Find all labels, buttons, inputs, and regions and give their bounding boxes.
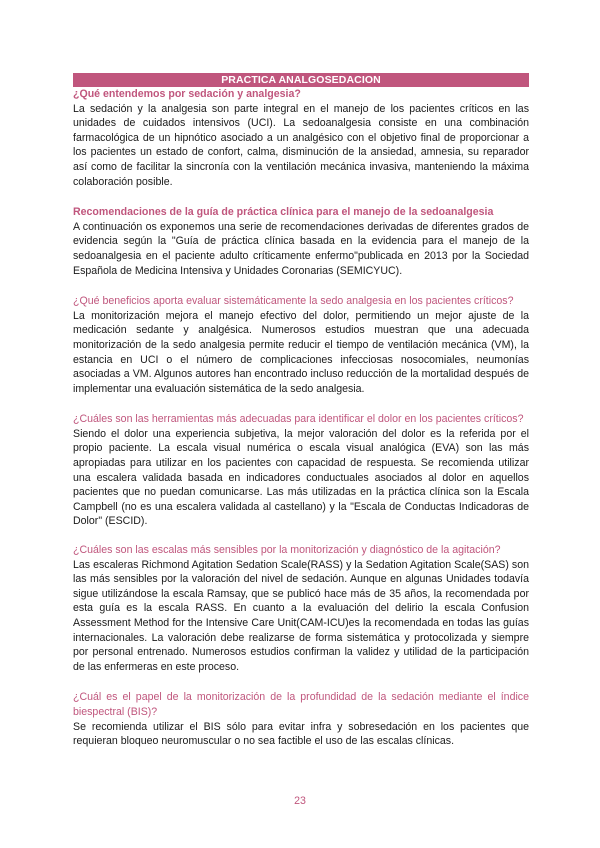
section-guide-recommendations [73, 205, 529, 278]
section-heading: ¿Cuál es el papel de la monitorización de la profundidad de la sedación mediante el índice biespectral (BIS)? [73, 691, 529, 718]
section-sedation-definition [73, 87, 529, 189]
section-agitation-scales [73, 543, 529, 674]
section-body: Se recomienda utilizar el BIS sólo para evitar infra y sobresedación en los pacientes que requieran bloqueo neuromuscular o no sea factible el uso de las escalas clínicas. [73, 720, 529, 748]
section-heading: ¿Qué beneficios aporta evaluar sistemáticamente la sedo analgesia en los pacientes críticos? [73, 295, 514, 308]
section-body: Siendo el dolor una experiencia subjetiva, la mejor valoración del dolor es la referida por el propio paciente. La escala visual numérica o escala visual analógica (EVA) son las más apropiadas para utilizar en los pacientes con capacidad de respuesta. Se recomienda utilizar una escalera validada basada en indicadores conductuales asociados al dolor en aquellos pacientes que no puedan comunicarse. Las más utilizadas en la práctica clínica son la Escala Campbell (no es una escalera validada al castellano) y la "Escala de Conductas Indicadoras de Dolor" (ESCID). [73, 427, 529, 528]
section-body: La monitorización mejora el manejo efectivo del dolor, permitiendo un mejor ajuste de la medicación sedante y analgésica. Numerosos estudios muestran que una adecuada monitorización de la sedo analgesia permite reducir el tiempo de ventilación mecánica (VM), la estancia en UCI o el número de complicaciones infecciosas nosocomiales, neumonías asociadas a VM. Algunos autores han encontrado incluso reducción de la mortalidad después de implementar una evaluación sistemática de la sedo analgesia. [73, 309, 529, 395]
section-heading: ¿Cuáles son las escalas más sensibles por la monitorización y diagnóstico de la agitación? [73, 544, 501, 557]
page-number: 23 [294, 795, 306, 807]
section-evaluation-benefits [73, 294, 529, 396]
section-heading: ¿Cuáles son las herramientas más adecuadas para identificar el dolor en los pacientes críticos? [73, 413, 524, 426]
section-body: La sedación y la analgesia son parte integral en el manejo de los pacientes críticos en las unidades de cuidados intensivos (UCI). La sedoanalgesia consiste en una combinación farmacológica de un hipnótico asociado a un analgésico con el objetivo final de proporcionar a los pacientes un estado de confort, calma, disminución de la ansiedad, amnesia, su reparador así como de facilitar la sincronía con la ventilación mecánica invasiva, manteniendo la máxima colaboración posible. [73, 102, 529, 188]
section-bis-monitoring [73, 690, 529, 748]
section-heading: Recomendaciones de la guía de práctica clínica para el manejo de la sedoanalgesia [73, 206, 494, 219]
section-heading: ¿Qué entendemos por sedación y analgesia? [73, 88, 301, 100]
page-banner: PRACTICA ANALGOSEDACION [73, 73, 529, 87]
section-body: A continuación os exponemos una serie de recomendaciones derivadas de diferentes grados de evidencia según la "Guía de práctica clínica basada en la evidencia para el manejo de la sedoanalgesia en el paciente adulto críticamente enfermo"publicada en 2013 por la Sociedad Española de Medicina Intensiva y Unidades Coronarias (SEMICYUC). [73, 220, 529, 277]
section-pain-tools [73, 412, 529, 529]
section-body: Las escaleras Richmond Agitation Sedation Scale(RASS) y la Sedation Agitation Scale(SAS) son las más sensibles por la valoración del nivel de sedación. Aunque en algunas Unidades todavía sigue utilizándose la escala Ramsay, que se publicó hace más de 35 años, la recomendada por esta guía es la escala RASS. En cuanto a la evaluación del delirio la escala Confusion Assessment Method for the Intensive Care Unit(CAM-ICU)es la recomendada en todas las guías internacionales. La valoración debe realizarse de forma sistemática y protocolizada y siempre por personal entrenado. Numerosos estudios confirman la validez y utilidad de la participación de las enfermeras en este proceso. [73, 558, 529, 673]
